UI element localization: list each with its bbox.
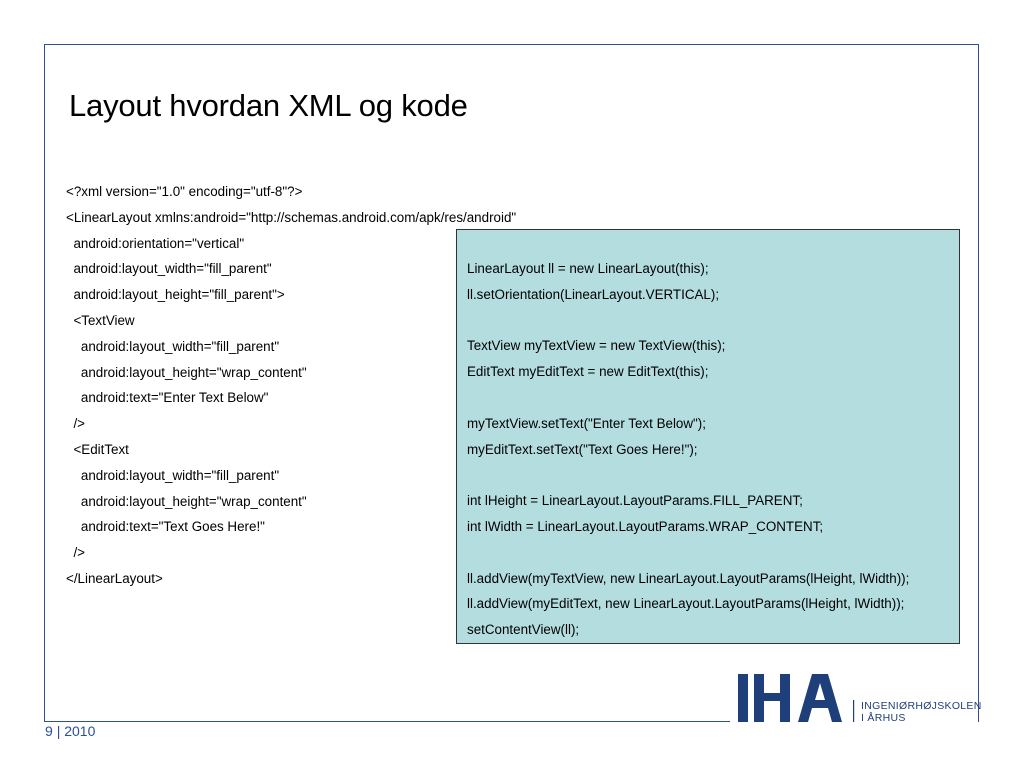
- xml-code-line: />: [66, 416, 85, 432]
- java-code-line: myTextView.setText("Enter Text Below");: [467, 415, 706, 431]
- xml-code-line: <LinearLayout xmlns:android="http://schemas.android.com/apk/res/android": [66, 209, 517, 225]
- page-number: 9: [45, 723, 53, 739]
- xml-code-line: android:layout_height="fill_parent">: [66, 287, 285, 303]
- xml-code-line: android:layout_height="wrap_content": [66, 493, 307, 509]
- xml-code-line: <TextView: [66, 312, 135, 328]
- xml-code-line: android:layout_height="wrap_content": [66, 364, 307, 380]
- footer-year: 2010: [64, 723, 96, 739]
- slide-footer: [45, 723, 95, 739]
- java-code-line: EditText myEditText = new EditText(this);: [467, 364, 709, 380]
- xml-code-line: android:text="Enter Text Below": [66, 390, 269, 406]
- java-code-line: [467, 311, 909, 337]
- java-code-line: int lWidth = LinearLayout.LayoutParams.WRAP_CONTENT;: [467, 518, 824, 534]
- java-code-line: [467, 388, 909, 414]
- java-code-block: [467, 259, 909, 646]
- xml-code-line: android:layout_width="fill_parent": [66, 261, 272, 277]
- java-code-line: int lHeight = LinearLayout.LayoutParams.FILL_PARENT;: [467, 493, 803, 509]
- frame-bottom-divider: [44, 721, 730, 722]
- java-code-line: [467, 465, 909, 491]
- java-code-line: myEditText.setText("Text Goes Here!");: [467, 441, 698, 457]
- institution-name-line2: I ÅRHUS: [861, 712, 906, 724]
- institution-name-line1: INGENIØRHØJSKOLEN: [861, 700, 982, 712]
- iha-logo-mark: [736, 672, 846, 724]
- institution-name: [861, 700, 982, 724]
- xml-code-line: android:layout_width="fill_parent": [66, 467, 280, 483]
- java-code-line: LinearLayout ll = new LinearLayout(this);: [467, 261, 709, 276]
- java-code-line: ll.setOrientation(LinearLayout.VERTICAL);: [467, 286, 720, 302]
- java-code-line: setContentView(ll);: [467, 622, 580, 638]
- iha-logo: [736, 672, 986, 724]
- xml-code-line: android:layout_width="fill_parent": [66, 338, 280, 354]
- java-code-line: [467, 543, 909, 569]
- xml-code-line: <?xml version="1.0" encoding="utf-8"?>: [66, 184, 303, 199]
- java-code-box: [456, 229, 960, 644]
- java-code-line: ll.addView(myEditText, new LinearLayout.LayoutParams(lHeight, lWidth));: [467, 596, 905, 612]
- xml-code-line: android:text="Text Goes Here!": [66, 519, 265, 535]
- java-code-line: TextView myTextView = new TextView(this);: [467, 338, 726, 354]
- xml-code-line: />: [66, 545, 85, 561]
- xml-code-block: [66, 182, 516, 595]
- xml-code-line: android:orientation="vertical": [66, 235, 245, 251]
- slide-title: Layout hvordan XML og kode: [69, 88, 468, 123]
- footer-separator: |: [56, 723, 61, 739]
- xml-code-line: <EditText: [66, 441, 129, 457]
- xml-code-line: </LinearLayout>: [66, 570, 163, 586]
- java-code-line: ll.addView(myTextView, new LinearLayout.LayoutParams(lHeight, lWidth));: [467, 570, 910, 586]
- logo-divider: [853, 700, 855, 722]
